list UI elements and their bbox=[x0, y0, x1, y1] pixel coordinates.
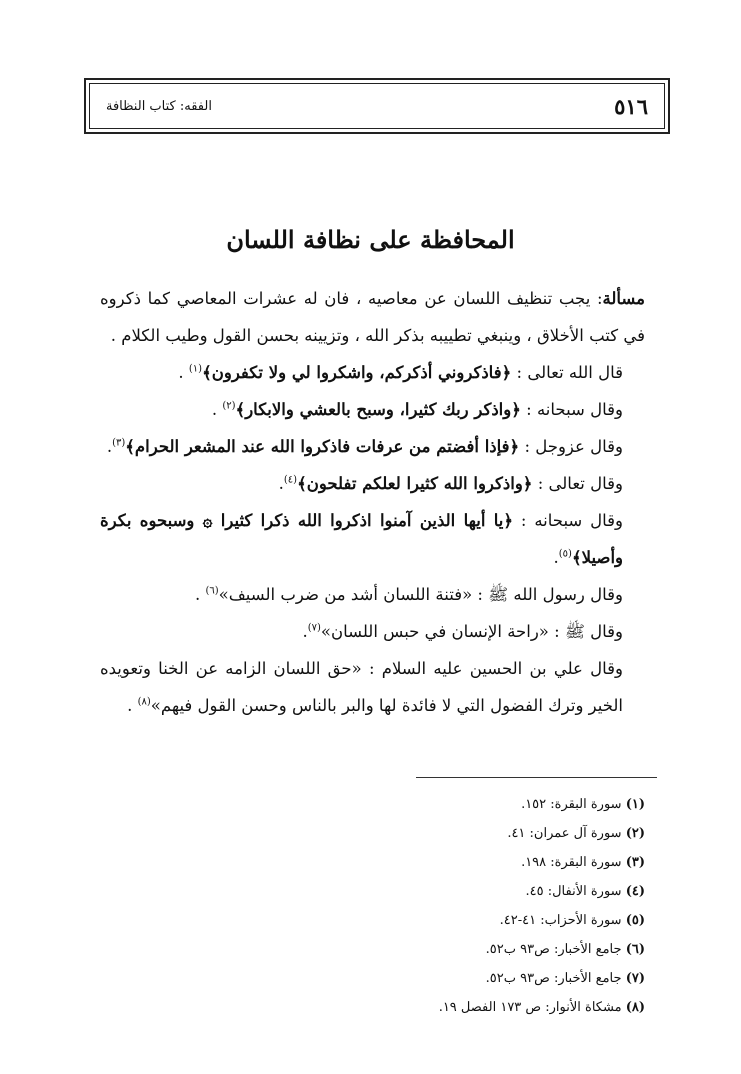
quran-quote-5 bbox=[100, 502, 645, 576]
quran-verse: ﴿فإذا أفضتم من عرفات فاذكروا الله عند المشعر الحرام﴾ bbox=[125, 437, 520, 456]
punctuation: . bbox=[302, 622, 308, 641]
punctuation: . bbox=[211, 400, 223, 419]
punctuation: . bbox=[194, 585, 206, 604]
running-header-inner bbox=[89, 83, 665, 129]
footnote-number: (١) bbox=[625, 797, 645, 812]
footnote-text: مشكاة الأنوار: ص ١٧٣ الفصل ١٩. bbox=[438, 1000, 622, 1015]
footnote-ref: (٣) bbox=[112, 437, 126, 449]
masala-lead: مسألة bbox=[602, 289, 645, 308]
footnote-item bbox=[100, 993, 645, 1022]
footnote-item bbox=[100, 790, 645, 819]
hadith-text: «فتنة اللسان أشد من ضرب السيف» bbox=[218, 585, 473, 604]
footnote-ref: (٨) bbox=[137, 696, 151, 708]
footnote-text: جامع الأخبار: ص٩٣ ب٥٢. bbox=[485, 971, 622, 986]
quran-quote-3 bbox=[100, 428, 645, 465]
footnote-text: سورة آل عمران: ٤١. bbox=[507, 826, 622, 841]
footnote-ref: (١) bbox=[188, 363, 203, 375]
footnote-item bbox=[100, 935, 645, 964]
quote-intro: وقال تعالى : bbox=[532, 474, 623, 493]
footnote-ref: (٧) bbox=[307, 622, 321, 634]
footnote-text: سورة البقرة: ١٥٢. bbox=[521, 797, 622, 812]
quran-verse: ﴿واذكر ربك كثيرا، وسبح بالعشي والابكار﴾ bbox=[235, 400, 521, 419]
paragraph-masala bbox=[100, 280, 645, 354]
footnote-number: (٥) bbox=[625, 913, 645, 928]
running-head-title: الفقه: كتاب النظافة bbox=[106, 98, 212, 114]
quote-intro: وقال رسول الله ﷺ : bbox=[472, 585, 623, 604]
quote-intro: وقال سبحانه : bbox=[513, 511, 623, 530]
punctuation: . bbox=[178, 363, 189, 382]
footnote-item bbox=[100, 877, 645, 906]
hadith-text: «حق اللسان الزامه عن الخنا وتعويده الخير وترك الفضول التي لا فائدة لها والبر بالناس وحسن القول فيهم» bbox=[100, 659, 623, 715]
quote-intro: وقال عزوجل : bbox=[519, 437, 623, 456]
hadith-7 bbox=[100, 613, 645, 650]
footnote-number: (٦) bbox=[625, 942, 645, 957]
quote-intro: وقال ﷺ : bbox=[548, 622, 623, 641]
footnote-text: جامع الأخبار: ص٩٣ ب٥٢. bbox=[485, 942, 622, 957]
footnote-number: (٧) bbox=[625, 971, 645, 986]
footnote-number: (٨) bbox=[625, 1000, 645, 1015]
body-text bbox=[100, 280, 645, 724]
quran-verse: ﴿فاذكروني أذكركم، واشكروا لي ولا تكفرون﴾ bbox=[202, 363, 512, 382]
footnote-item bbox=[100, 906, 645, 935]
hadith-8 bbox=[100, 650, 645, 724]
footnote-ref: (٤) bbox=[283, 474, 298, 486]
punctuation: . bbox=[106, 437, 113, 456]
footnotes-list bbox=[100, 790, 645, 1022]
quran-quote-4 bbox=[100, 465, 645, 502]
footnote-item bbox=[100, 848, 645, 877]
quran-verse: ﴿واذكروا الله كثيرا لعلكم تفلحون﴾ bbox=[297, 474, 533, 493]
footnote-number: (٢) bbox=[625, 826, 645, 841]
quran-verse: ﴿يا أيها الذين آمنوا اذكروا الله ذكرا كثيرا ۞ وسبحوه بكرة وأصيلا﴾ bbox=[100, 511, 623, 567]
footnote-ref: (٦) bbox=[205, 585, 219, 597]
quote-intro: وقال سبحانه : bbox=[520, 400, 623, 419]
hadith-text: «راحة الإنسان في حبس اللسان» bbox=[320, 622, 549, 641]
quran-quote-1 bbox=[100, 354, 645, 391]
section-title: المحافظة على نظافة اللسان bbox=[226, 225, 515, 254]
footnote-ref: (٢) bbox=[222, 400, 236, 412]
footnote-text: سورة الأحزاب: ٤١-٤٢. bbox=[499, 913, 622, 928]
running-header bbox=[84, 78, 670, 134]
masala-text: : يجب تنظيف اللسان عن معاصيه ، فان له عشرات المعاصي كما ذكروه في كتب الأخلاق ، وينبغي تطييبه بذكر الله ، وتزيينه بحسن القول وطيب الكلام . bbox=[100, 289, 645, 345]
footnote-divider bbox=[416, 777, 657, 778]
footnote-ref: (٥) bbox=[558, 548, 572, 560]
punctuation: . bbox=[553, 548, 559, 567]
quote-intro: قال الله تعالى : bbox=[511, 363, 623, 382]
footnote-text: سورة الأنفال: ٤٥. bbox=[525, 884, 622, 899]
footnote-number: (٣) bbox=[625, 855, 645, 870]
footnote-number: (٤) bbox=[625, 884, 645, 899]
punctuation: . bbox=[127, 696, 138, 715]
punctuation: . bbox=[278, 474, 284, 493]
page-number: ٥١٦ bbox=[614, 93, 648, 119]
quote-intro: وقال علي بن الحسين عليه السلام : bbox=[361, 659, 624, 678]
footnote-text: سورة البقرة: ١٩٨. bbox=[521, 855, 622, 870]
footnote-item bbox=[100, 819, 645, 848]
footnote-item bbox=[100, 964, 645, 993]
hadith-6 bbox=[100, 576, 645, 613]
quran-quote-2 bbox=[100, 391, 645, 428]
